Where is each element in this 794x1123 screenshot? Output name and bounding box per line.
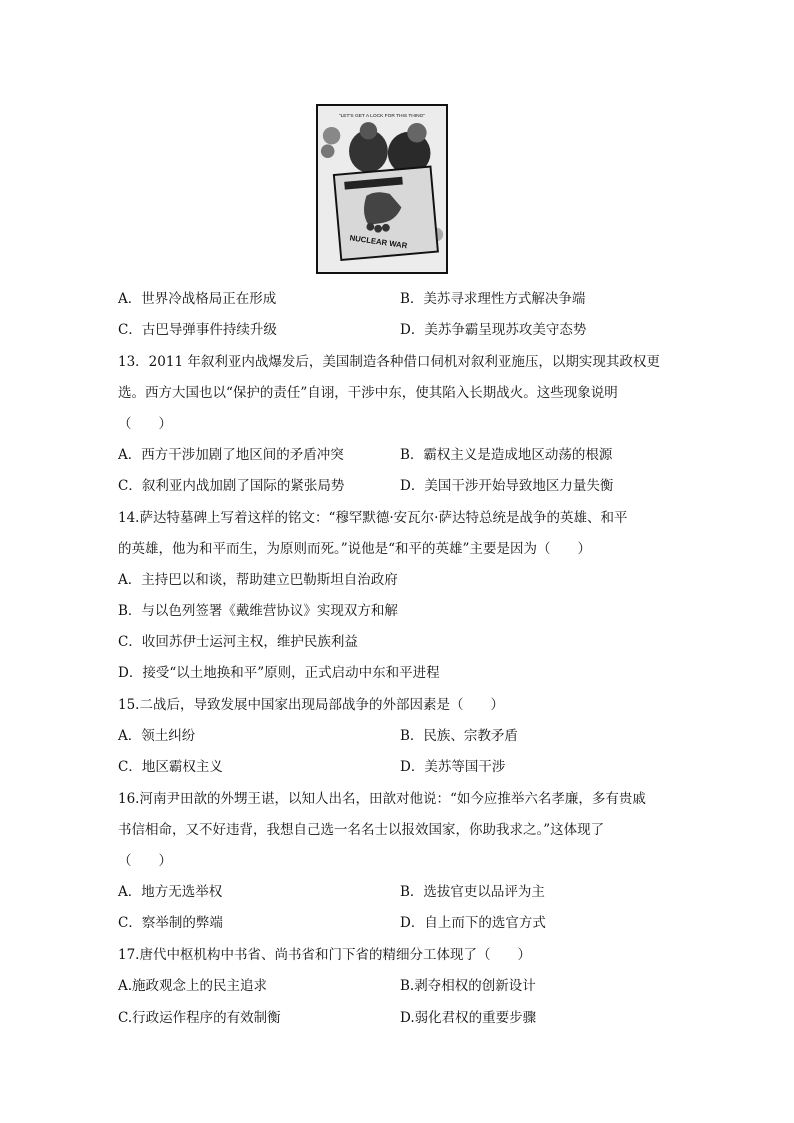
q13-option-a: A．西方干涉加剧了地区间的矛盾冲突: [118, 447, 344, 463]
q12-option-a: A．世界冷战格局正在形成: [118, 291, 277, 307]
q15-option-b: B．民族、宗教矛盾: [400, 728, 518, 744]
q14-stem-line2: 的英雄，他为和平而生，为原则而死。”说他是“和平的英雄”主要是因为（ ）: [118, 541, 591, 557]
q16-option-b: B．选拔官吏以品评为主: [400, 884, 545, 900]
q14-option-b: B．与以色列签署《戴维营协议》实现双方和解: [118, 603, 398, 619]
q15-option-a: A．领土纠纷: [118, 728, 196, 744]
cartoon-image: [316, 104, 448, 274]
q16-stem-line2: 书信相命，又不好违背，我想自己选一名名士以报效国家，你助我求之。”这体现了: [118, 822, 605, 838]
q12-option-d: D．美苏争霸呈现苏攻美守态势: [400, 322, 587, 338]
q17-option-c: C.行政运作程序的有效制衡: [118, 1010, 281, 1026]
q14-option-a: A．主持巴以和谈，帮助建立巴勒斯坦自治政府: [118, 572, 398, 588]
q13-option-c: C．叙利亚内战加剧了国际的紧张局势: [118, 478, 345, 494]
q12-option-b: B．美苏寻求理性方式解决争端: [400, 291, 586, 307]
q14-stem-line1: 14.萨达特墓碑上写着这样的铭文：“穆罕默德·安瓦尔·萨达特总统是战争的英雄、和平: [118, 510, 628, 526]
q13-option-d: D．美国干涉开始导致地区力量失衡: [400, 478, 614, 494]
q16-option-d: D．自上而下的选官方式: [400, 915, 546, 931]
q16-answer-paren: （ ）: [118, 853, 172, 869]
q17-option-d: D.弱化君权的重要步骤: [400, 1010, 537, 1026]
q15-option-d: D．美苏等国干涉: [400, 759, 506, 775]
q16-stem-line1: 16.河南尹田歆的外甥王谌，以知人出名，田歆对他说：“如今应推举六名孝廉，多有贵戚: [118, 791, 646, 807]
q16-option-a: A．地方无选举权: [118, 884, 223, 900]
q13-answer-paren: （ ）: [118, 416, 172, 432]
q15-option-c: C．地区霸权主义: [118, 759, 223, 775]
q13-stem-line2: 选。西方大国也以“保护的责任”自诩，干涉中东，使其陷入长期战火。这些现象说明: [118, 385, 618, 401]
q12-option-c: C．古巴导弹事件持续升级: [118, 322, 277, 338]
q14-option-d: D．接受“以土地换和平”原则，正式启动中东和平进程: [118, 665, 440, 681]
q13-option-b: B．霸权主义是造成地区动荡的根源: [400, 447, 613, 463]
q14-option-c: C．收回苏伊士运河主权，维护民族利益: [118, 634, 358, 650]
q17-stem: 17.唐代中枢机构中书省、尚书省和门下省的精细分工体现了（ ）: [118, 947, 531, 963]
q16-option-c: C．察举制的弊端: [118, 915, 223, 931]
q13-stem-line1: 13．2011 年叙利亚内战爆发后，美国制造各种借口伺机对叙利亚施压，以期实现其政权更: [118, 354, 660, 370]
q15-stem: 15.二战后，导致发展中国家出现局部战争的外部因素是（ ）: [118, 697, 504, 713]
q17-option-b: B.剥夺相权的创新设计: [400, 978, 536, 994]
cartoon-caption: "LET'S GET A LOCK FOR THIS THING": [338, 114, 426, 120]
q17-option-a: A.施政观念上的民主追求: [118, 978, 268, 994]
cartoon-box-label: NUCLEAR WAR: [349, 233, 408, 251]
